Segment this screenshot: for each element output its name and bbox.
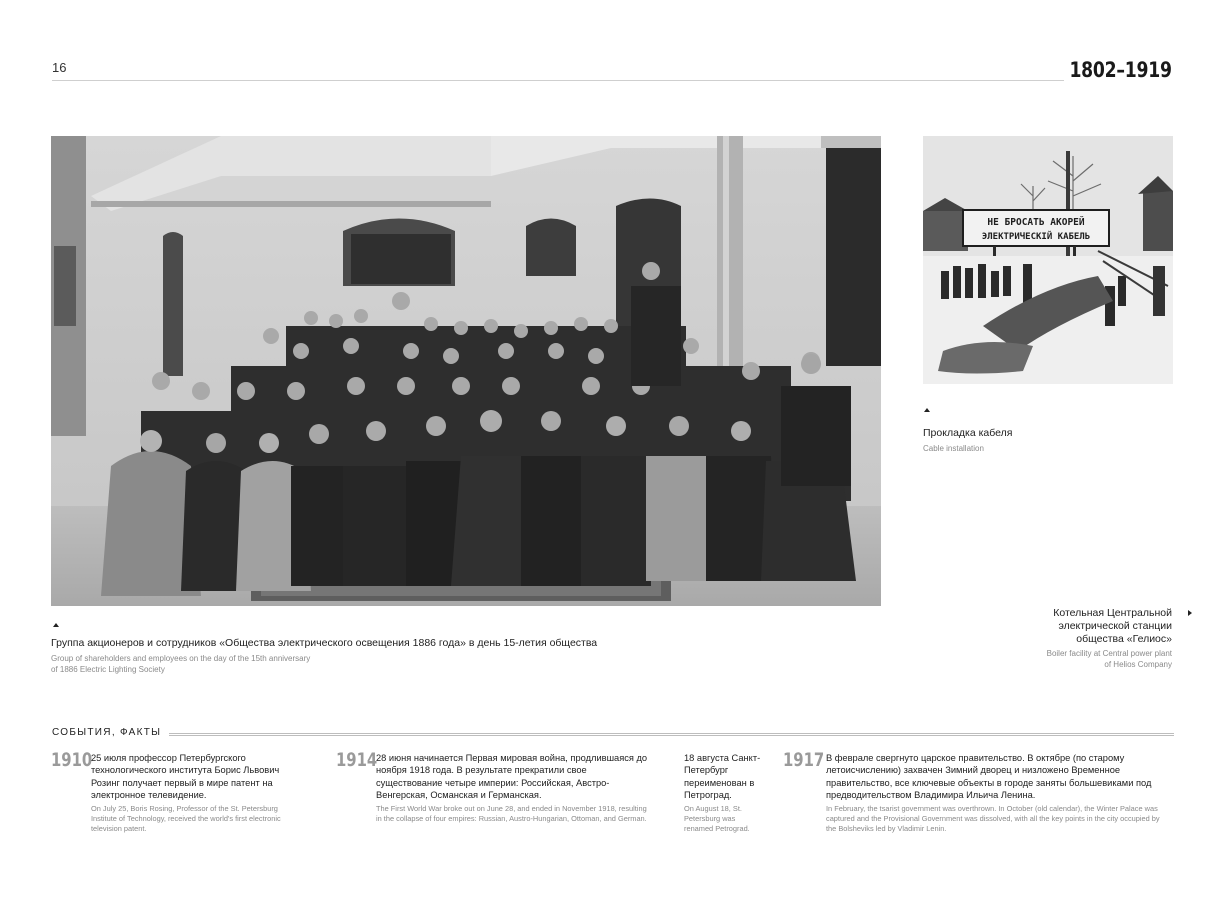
event-year: 1910 (51, 749, 93, 771)
header-rule (52, 80, 1064, 81)
boiler-facility-caption (1022, 607, 1172, 670)
event-text-ru: В феврале свергнуто царское правительство. В октябре (по старому летоисчислению) захвачен Зимний дворец и низложено Временное правительство, все ключевые объекты в городе заняты большевиками под предводительством Владимира Ильича Ленина. (826, 753, 1152, 800)
right-caption-en (1022, 648, 1172, 670)
right-caption-ru-line1: Котельная Центральной (1053, 607, 1172, 619)
event-text (826, 752, 1171, 834)
sign-text-line1: НЕ БРОСАТЬ АКОРЕЙ (987, 217, 1085, 228)
event-year: 1917 (783, 749, 825, 771)
event-text (376, 752, 651, 824)
events-section-title: СОБЫТИЯ, ФАКТЫ (52, 727, 169, 738)
event-text (91, 752, 301, 834)
event-text (684, 752, 762, 834)
main-caption-ru: Группа акционеров и сотрудников «Общества электрического освещения 1886 года» в день 15-летия общества (51, 637, 598, 649)
main-caption-en-line1: Group of shareholders and employees on the day of the 15th anniversary (51, 654, 311, 663)
event-text-en: On August 18, St. Petersburg was renamed Petrograd. (684, 804, 750, 834)
event-text-ru: 28 июня начинается Первая мировая война, продлившаяся до ноября 1918 года. В результате прекратили свое существование четыре империи: Российская, Австро-Венгерская, Османская и Германская. (376, 753, 648, 800)
event-text-en: The First World War broke out on June 28, and ended in November 1918, resulting in the collapse of four empires: Russian, Austro-Hungarian, Ottoman, and German. (376, 804, 647, 824)
events-section-rule (168, 733, 1174, 736)
main-caption-en-line2: of 1886 Electric Lighting Society (51, 665, 165, 674)
right-pointer-arrow-icon (1188, 610, 1192, 616)
event-text-ru: 25 июля профессор Петербургского технологического института Борис Львович Розинг получает первый в мире патент на электронное телевидение. (91, 753, 280, 800)
page-number: 16 (52, 60, 67, 75)
event-text-ru: 18 августа Санкт-Петербург переименован в Петроград. (684, 753, 761, 800)
event-text-en: In February, the tsarist government was overthrown. In October (old calendar), the Winter Palace was captured and the Provisional Government was dissolved, with all the key points in the city occupied by the Bolsheviks led by Vladimir Lenin. (826, 804, 1160, 834)
cable-installation-caption (923, 426, 1173, 454)
cable-installation-photo (923, 136, 1173, 384)
right-caption-en-line2: of Helios Company (1104, 660, 1172, 669)
main-caption-up-arrow-icon (53, 623, 59, 627)
event-text-en: On July 25, Boris Rosing, Professor of the St. Petersburg Institute of Technology, received the world's first electronic television patent. (91, 804, 281, 834)
main-group-photo (51, 136, 881, 606)
main-caption-en (51, 653, 311, 675)
right-caption-ru (1022, 607, 1172, 646)
side-caption-ru: Прокладка кабеля (923, 427, 1013, 439)
side-caption-en: Cable installation (923, 444, 984, 453)
right-caption-ru-line3: общества «Гелиос» (1076, 633, 1172, 645)
sign-text-line2: ЭЛЕКТРИЧЕСКІЙ КАБЕЛЬ (981, 232, 1091, 242)
event-year: 1914 (336, 749, 378, 771)
right-caption-en-line1: Boiler facility at Central power plant (1046, 649, 1172, 658)
side-caption-up-arrow-icon (924, 408, 930, 412)
right-caption-ru-line2: электрической станции (1058, 620, 1172, 632)
page-years-heading: 1802–1919 (1069, 58, 1172, 82)
main-photo-caption (51, 636, 671, 675)
